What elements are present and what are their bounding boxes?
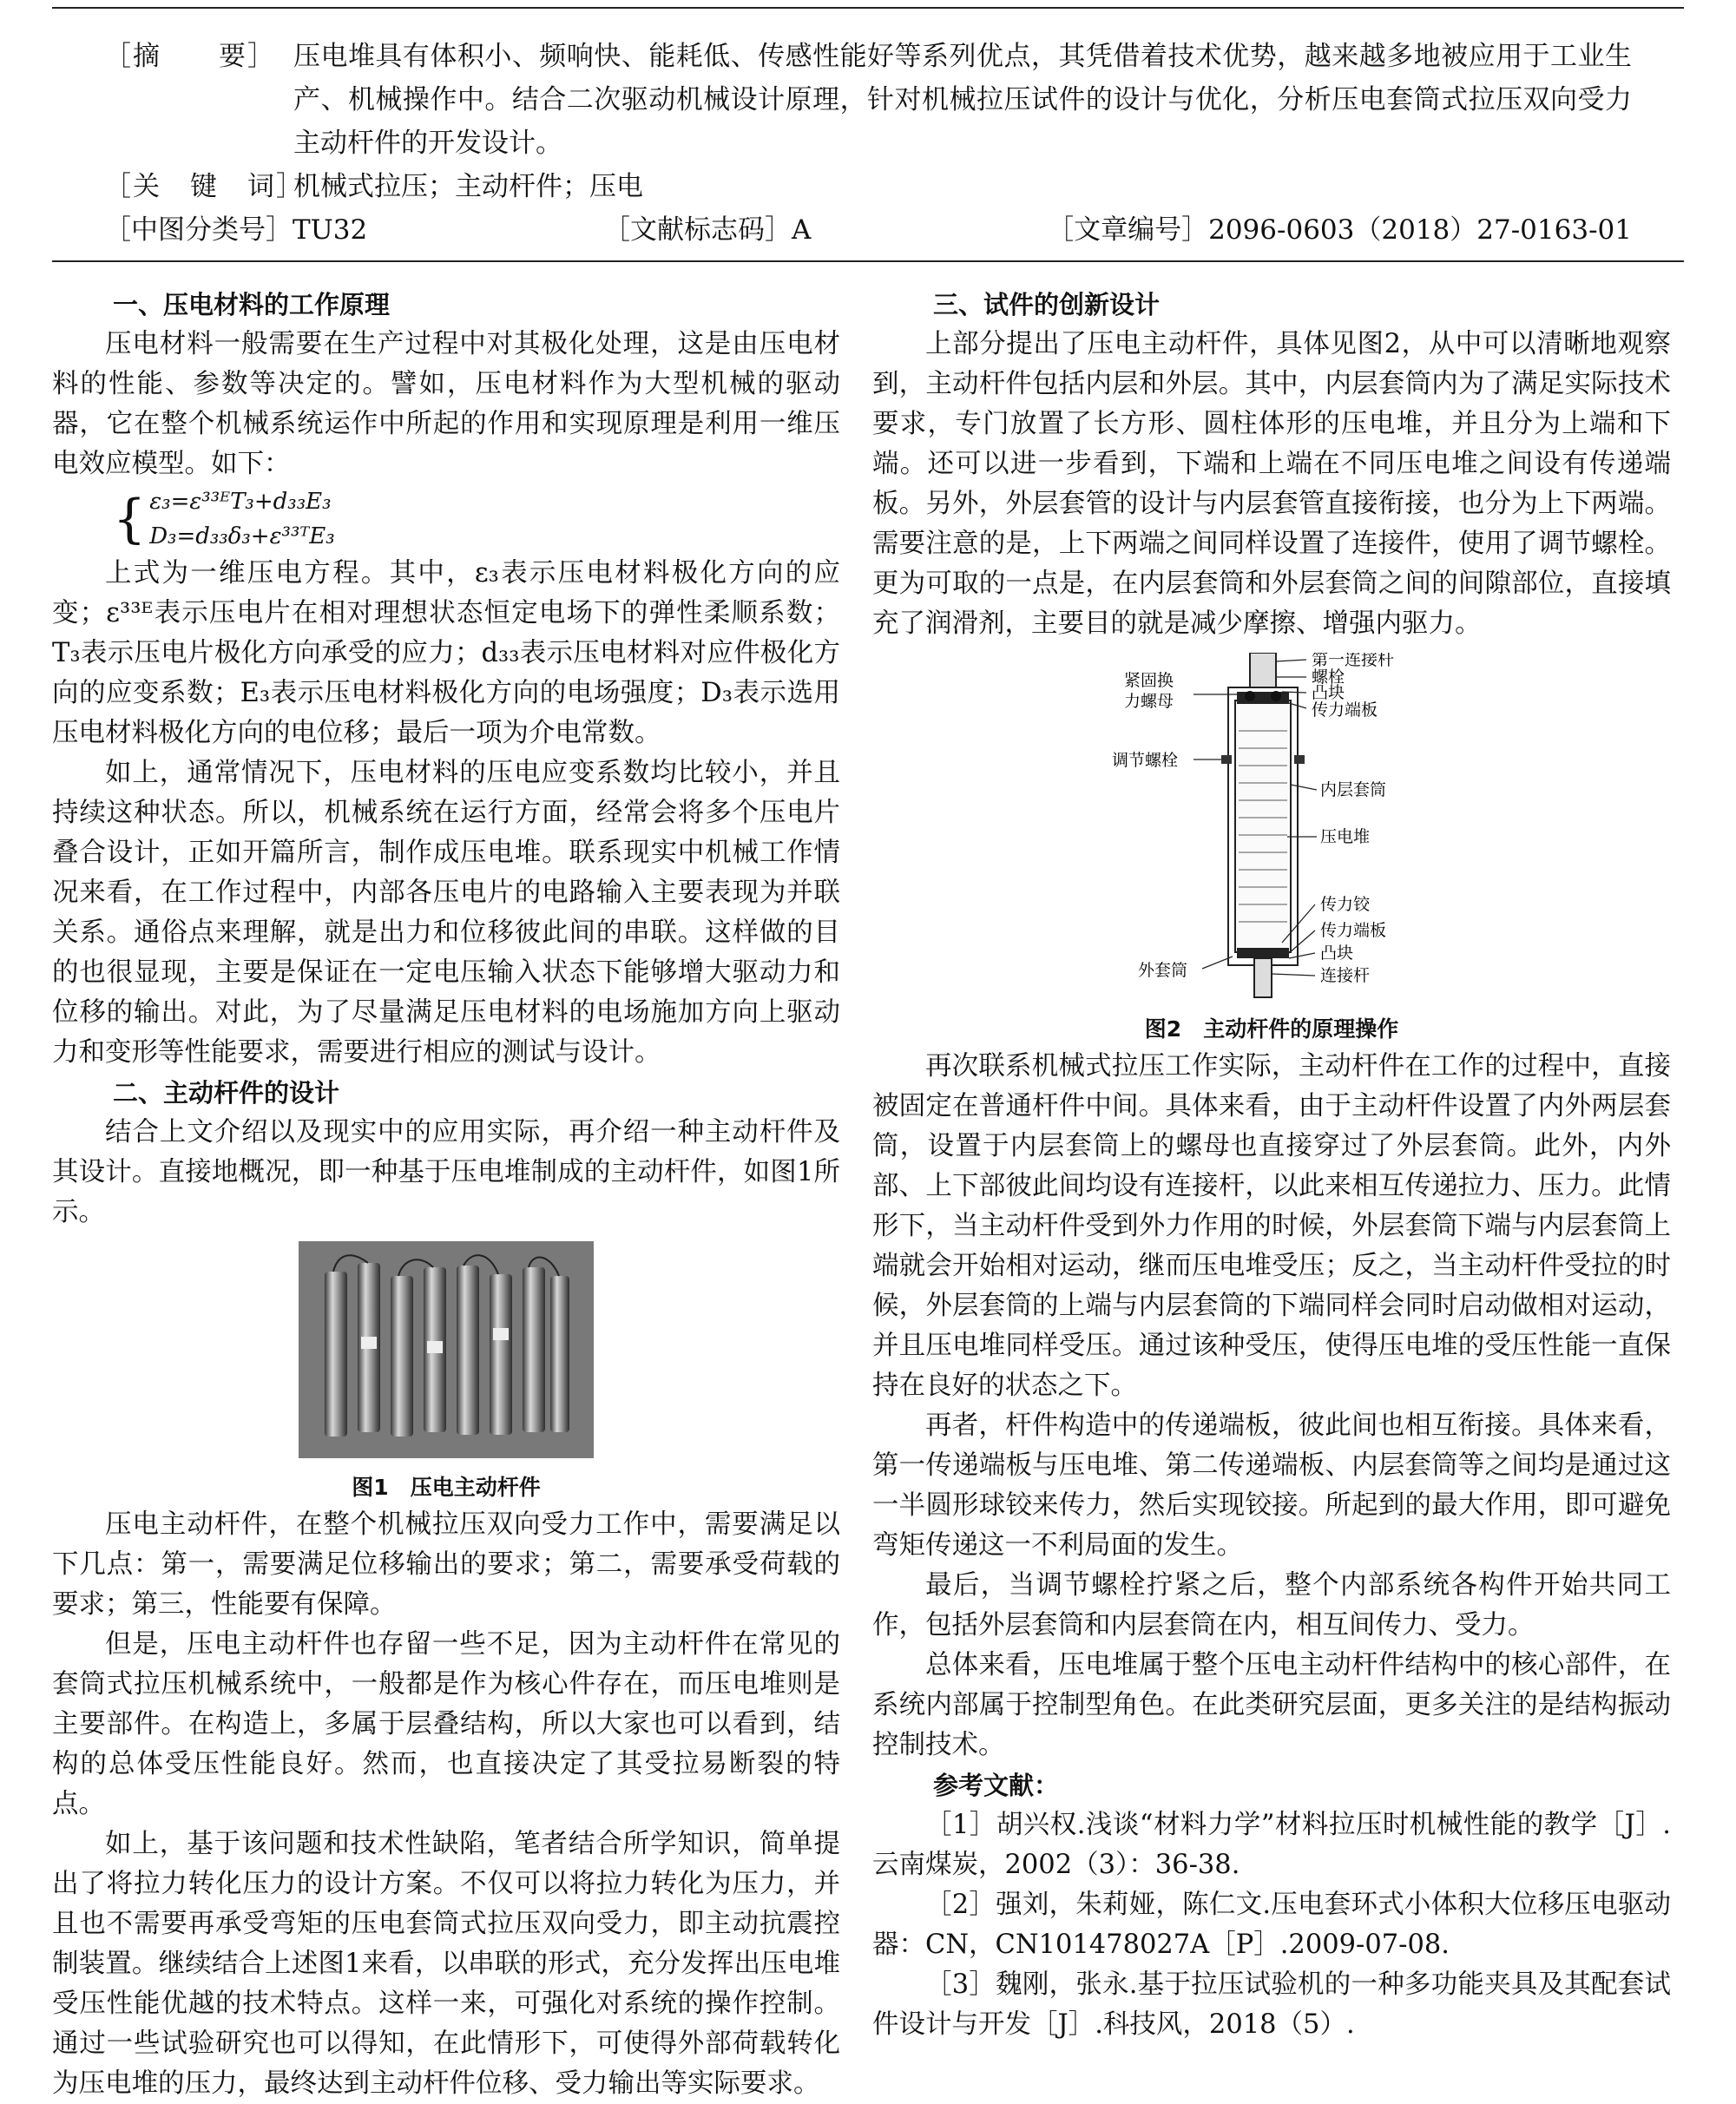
brace: { <box>113 489 147 549</box>
paragraph: 但是，压电主动杆件也存留一些不足，因为主动杆件在常见的套筒式拉压机械系统中，一般都是作为核心件存在，而压电堆则是主要部件。在构造上，多属于层叠结构，所以大家也可以看到，结构的总体受压性能良好。然而，也直接决定了其受拉易断裂的特点。 <box>52 1629 840 1819</box>
fig2-label-end-plate: 传力端板 <box>1312 700 1378 720</box>
article-number-value: 2096-0603（2018）27-0163-01 <box>1208 214 1632 246</box>
figure-2-caption: 图2 主动杆件的原理操作 <box>1144 1016 1399 1042</box>
fig2-label-piezo-stack: 压电堆 <box>1320 827 1371 846</box>
equation-2: D₃=d₃₃δ₃+ε³³ᵀE₃ <box>149 523 335 549</box>
equation-1: ε₃=ε³³ᴱT₃+d₃₃E₃ <box>149 489 332 515</box>
fig2-label-nut: 紧固换 <box>1124 671 1174 690</box>
section-heading-2: 二、主动杆件的设计 <box>113 1078 340 1108</box>
keywords-text: 机械式拉压；主动杆件；压电 <box>293 171 643 202</box>
meta-row <box>104 208 1632 252</box>
clc-label: ［中图分类号］ <box>104 214 293 246</box>
paragraph: 上式为一维压电方程。其中，ε₃表示压电材料极化方向的应变；ε³³ᴱ表示压电片在相对理想状态恒定电场下的弹性柔顺系数；T₃表示压电片极化方向承受的应力；d₃₃表示压电材料对应件极化方向的应变系数；E₃表示压电材料极化方向的电场强度；D₃表示选用压电材料极化方向的电位移；最后一项为介电常数。 <box>52 558 840 748</box>
keywords-label: ［关 键 词］ <box>104 171 305 202</box>
right-column <box>872 285 1671 2045</box>
abstract-row <box>104 35 1632 165</box>
section-heading-1: 一、压电材料的工作原理 <box>113 290 391 319</box>
reference-item: ［1］胡兴权.浅谈“材料力学”材料拉压时机械性能的教学［J］.云南煤炭，2002（3）：36-38. <box>872 1810 1671 1880</box>
fig2-label-hinge: 传力铰 <box>1320 895 1371 914</box>
section-heading-3: 三、试件的创新设计 <box>933 290 1161 319</box>
figure-2-diagram <box>1089 653 1454 1000</box>
fig2-label-rod: 连接杆 <box>1320 966 1371 985</box>
fig2-label-adjust-bolt: 调节螺栓 <box>1112 751 1179 770</box>
doc-code-label: ［文献标志码］ <box>602 214 792 246</box>
top-rule <box>52 7 1684 9</box>
reference-item: ［3］魏刚，张永.基于拉压试验机的一种多功能夹具及其配套试件设计与开发［J］.科技风，2018（5）. <box>872 1969 1671 2040</box>
paragraph: 上部分提出了压电主动杆件，具体见图2，从中可以清晰地观察到，主动杆件包括内层和外层。其中，内层套筒内为了满足实际技术要求，专门放置了长方形、圆柱体形的压电堆，并且分为上端和下端。还可以进一步看到，下端和上端在不同压电堆之间设有传递端板。另外，外层套管的设计与内层套管直接衔接，也分为上下两端。需要注意的是，上下两端之间同样设置了连接件，使用了调节螺栓。更为可取的一点是，在内层套筒和外层套筒之间的间隙部位，直接填充了润滑剂，主要目的就是减少摩擦、增强内驱力。 <box>872 329 1671 639</box>
abstract-text: 压电堆具有体积小、频响快、能耗低、传感性能好等系列优点，其凭借着技术优势，越来越多地被应用于工业生产、机械操作中。结合二次驱动机械设计原理，针对机械拉压试件的设计与优化，分析压电套筒式拉压双向受力主动杆件的开发设计。 <box>293 41 1632 159</box>
figure-1 <box>52 1241 840 1505</box>
abstract-label: ［摘 要］ <box>104 41 276 72</box>
paragraph: 结合上文介绍以及现实中的应用实际，再介绍一种主动杆件及其设计。直接地概况，即一种基于压电堆制成的主动杆件，如图1所示。 <box>52 1117 840 1227</box>
left-column <box>52 285 840 2104</box>
section-rule <box>52 260 1684 262</box>
fig2-label-inner-sleeve: 内层套筒 <box>1320 780 1387 799</box>
figure-1-caption: 图1 压电主动杆件 <box>352 1475 541 1500</box>
figure-2 <box>872 653 1671 1047</box>
paragraph: 再次联系机械式拉压工作实际，主动杆件在工作的过程中，直接被固定在普通杆件中间。具体来看，由于主动杆件设置了内外两层套筒，设置于内层套筒上的螺母也直接穿过了外层套筒。此外，内外部、上下部彼此间均设有连接杆，以此来相互传递拉力、压力。此情形下，当主动杆件受到外力作用的时候，外层套筒下端与内层套筒上端就会开始相对运动，继而压电堆受压；反之，当主动杆件受拉的时候，外层套筒的上端与内层套筒的下端同样会同时启动做相对运动，并且压电堆同样受压。通过该种受压，使得压电堆的受压性能一直保持在良好的状态之下。 <box>872 1051 1671 1401</box>
figure-1-photo <box>299 1241 594 1458</box>
fig2-label-end-plate-2: 传力端板 <box>1320 921 1387 940</box>
paragraph: 压电材料一般需要在生产过程中对其极化处理，这是由压电材料的性能、参数等决定的。譬如，压电材料作为大型机械的驱动器，它在整个机械系统运作中所起的作用和实现原理是利用一维压电效应模型。如下： <box>52 329 840 479</box>
paragraph: 最后，当调节螺栓拧紧之后，整个内部系统各构件开始共同工作，包括外层套筒和内层套筒在内，相互间传力、受力。 <box>872 1570 1671 1640</box>
references-title: 参考文献： <box>933 1771 1060 1800</box>
reference-item: ［2］强刘，朱莉娅，陈仁文.压电套环式小体积大位移压电驱动器：CN，CN101478027A［P］.2009-07-08. <box>872 1890 1671 1960</box>
clc-value: TU32 <box>293 214 368 246</box>
article-number-label: ［文章编号］ <box>1047 214 1209 246</box>
paragraph: 压电主动杆件，在整个机械拉压双向受力工作中，需要满足以下几点：第一，需要满足位移输出的要求；第二，需要承受荷载的要求；第三，性能要有保障。 <box>52 1509 840 1620</box>
paragraph: 再者，杆件构造中的传递端板，彼此间也相互衔接。具体来看，第一传递端板与压电堆、第二传递端板、内层套筒等之间均是通过这一半圆形球铰来传力，然后实现铰接。所起到的最大作用，即可避免弯矩传递这一不利局面的发生。 <box>872 1410 1671 1561</box>
equation-block <box>52 484 840 554</box>
abstract-block <box>104 35 1632 252</box>
doc-code-value: A <box>791 214 812 246</box>
paragraph: 总体来看，压电堆属于整个压电主动杆件结构中的核心部件，在系统内部属于控制型角色。在此类研究层面，更多关注的是结构振动控制技术。 <box>872 1650 1671 1760</box>
fig2-label-bolt: 螺栓 <box>1312 667 1345 687</box>
fig2-label-boss-2: 凸块 <box>1320 944 1354 963</box>
fig2-label-boss: 凸块 <box>1312 683 1345 702</box>
paragraph: 如上，基于该问题和技术性缺陷，笔者结合所学知识，简单提出了将拉力转化压力的设计方案。不仅可以将拉力转化为压力，并且也不需要再承受弯矩的压电套筒式拉压双向受力，即主动抗震控制装置。继续结合上述图1来看，以串联的形式，充分发挥出压电堆受压性能优越的技术特点。这样一来，可强化对系统的操作控制。通过一些试验研究也可以得知，在此情形下，可使得外部荷载转化为压电堆的压力，最终达到主动杆件位移、受力输出等实际要求。 <box>52 1829 840 2099</box>
fig2-label-first-rod: 第一连接杆 <box>1312 653 1395 669</box>
fig2-label-nut-2: 力螺母 <box>1124 692 1174 711</box>
fig2-label-outer-sleeve: 外套筒 <box>1138 961 1188 980</box>
keywords-row <box>104 165 1632 208</box>
paragraph: 如上，通常情况下，压电材料的压电应变系数均比较小，并且持续这种状态。所以，机械系统在运行方面，经常会将多个压电片叠合设计，正如开篇所言，制作成压电堆。联系现实中机械工作情况来看，在工作过程中，内部各压电片的电路输入主要表现为并联关系。通俗点来理解，就是出力和位移彼此间的串联。这样做的目的也很显现，主要是保证在一定电压输入状态下能够增大驱动力和位移的输出。对此，为了尽量满足压电材料的电场施加方向上驱动力和变形等性能要求，需要进行相应的测试与设计。 <box>52 758 840 1068</box>
